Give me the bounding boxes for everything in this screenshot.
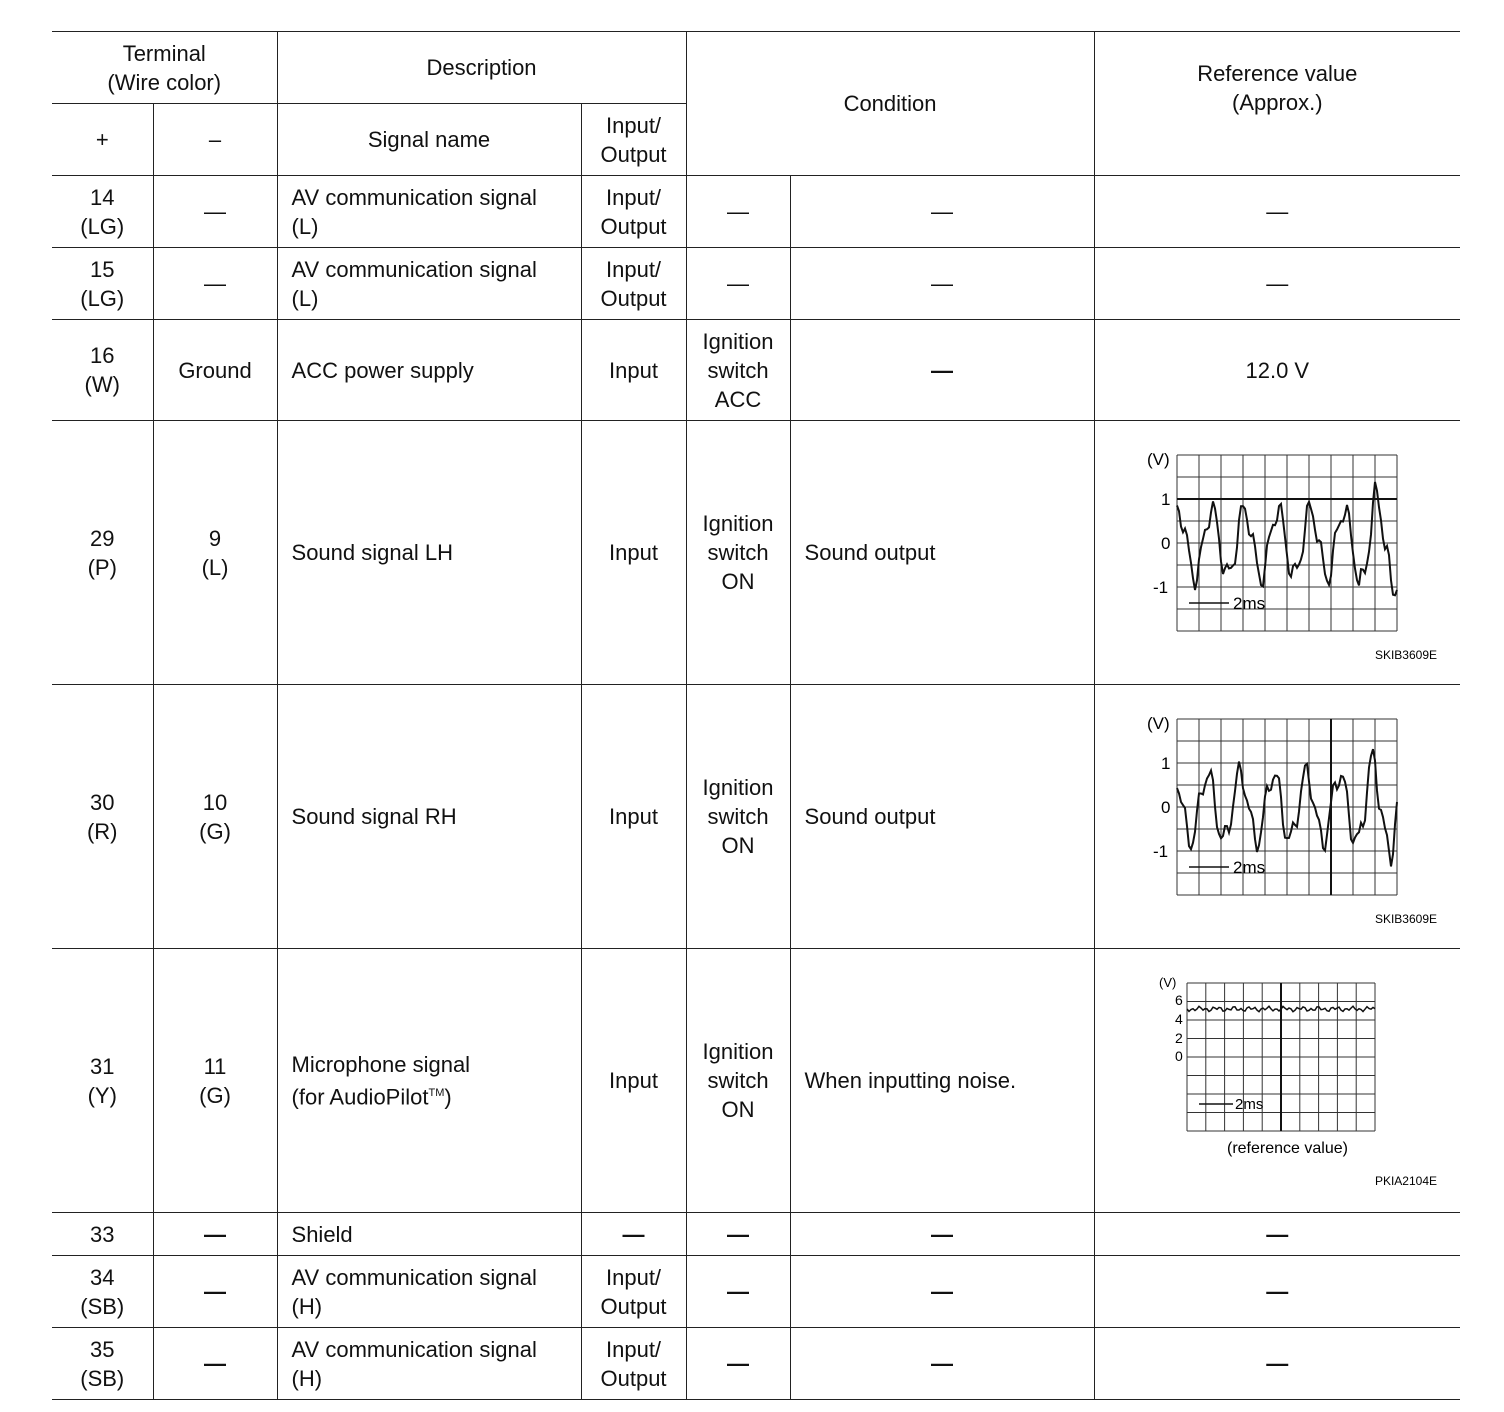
waveform-grid (1177, 455, 1397, 631)
signal-name: Sound signal RH (277, 685, 581, 949)
input-output: Input (581, 421, 686, 685)
input-output: — (581, 1213, 686, 1256)
input-output: Input (581, 320, 686, 421)
figure-code: SKIB3609E (1375, 911, 1438, 926)
waveform-tick: 0 (1175, 1047, 1184, 1064)
waveform-tick: 4 (1175, 1010, 1184, 1027)
figure-code: SKIB3609E (1375, 647, 1438, 662)
waveform-tick: 6 (1175, 991, 1184, 1008)
header-reference-value: Reference value (Approx.) (1094, 32, 1460, 176)
signal-name: Microphone signal (for AudioPilot™) (277, 949, 581, 1213)
signal-name: Sound signal LH (277, 421, 581, 685)
reference-waveform (1094, 421, 1460, 685)
condition-detail: Sound output (790, 685, 1094, 949)
waveform-tick: 0 (1161, 797, 1171, 817)
header-signal-name: Signal name (277, 104, 581, 176)
plus-terminal: 30 (R) (52, 685, 153, 949)
reference-value: — (1094, 176, 1460, 248)
signal-name: AV communication signal (H) (277, 1256, 581, 1328)
condition-detail: — (790, 176, 1094, 248)
condition-switch: — (686, 1328, 790, 1400)
condition-switch: — (686, 248, 790, 320)
condition-detail: Sound output (790, 421, 1094, 685)
minus-terminal: — (153, 176, 277, 248)
condition-detail: — (790, 320, 1094, 421)
waveform-tick: 1 (1161, 753, 1171, 773)
header-minus: – (153, 104, 277, 176)
waveform-y-unit: (V) (1147, 449, 1170, 469)
minus-terminal: 11 (G) (153, 949, 277, 1213)
waveform-time-label: 2ms (1235, 1095, 1264, 1113)
plus-terminal: 14 (LG) (52, 176, 153, 248)
signal-name: AV communication signal (L) (277, 248, 581, 320)
waveform-time-label: 2ms (1233, 593, 1266, 613)
table-row (52, 248, 1460, 320)
table-row (52, 421, 1460, 685)
plus-terminal: 29 (P) (52, 421, 153, 685)
signal-name: AV communication signal (H) (277, 1328, 581, 1400)
input-output: Input/ Output (581, 1256, 686, 1328)
waveform-time-label: 2ms (1233, 857, 1266, 877)
signal-name: AV communication signal (L) (277, 176, 581, 248)
table-row (52, 1256, 1460, 1328)
header-plus: + (52, 104, 153, 176)
header-input-output: Input/ Output (581, 104, 686, 176)
table-row (52, 176, 1460, 248)
condition-detail: — (790, 1328, 1094, 1400)
plus-terminal: 16 (W) (52, 320, 153, 421)
input-output: Input (581, 685, 686, 949)
waveform-tick: 2 (1175, 1029, 1184, 1046)
plus-terminal: 15 (LG) (52, 248, 153, 320)
reference-value: — (1094, 1328, 1460, 1400)
figure-code: PKIA2104E (1375, 1173, 1438, 1188)
plus-terminal: 33 (52, 1213, 153, 1256)
minus-terminal: — (153, 1328, 277, 1400)
signal-name: ACC power supply (277, 320, 581, 421)
minus-terminal: 10 (G) (153, 685, 277, 949)
waveform-lh (1117, 443, 1437, 663)
reference-value: — (1094, 1256, 1460, 1328)
condition-detail: — (790, 248, 1094, 320)
condition-switch: — (686, 1213, 790, 1256)
plus-terminal: 35 (SB) (52, 1328, 153, 1400)
signal-name: Shield (277, 1213, 581, 1256)
plus-terminal: 34 (SB) (52, 1256, 153, 1328)
reference-waveform (1094, 949, 1460, 1213)
table-row (52, 685, 1460, 949)
header-description: Description (277, 32, 686, 104)
condition-detail: — (790, 1256, 1094, 1328)
table-row (52, 1328, 1460, 1400)
input-output: Input/ Output (581, 1328, 686, 1400)
waveform-rh (1117, 707, 1437, 927)
minus-terminal: — (153, 248, 277, 320)
waveform-tick: 1 (1161, 489, 1171, 509)
trademark-mark: TM (428, 1086, 445, 1099)
table-row (52, 1213, 1460, 1256)
input-output: Input/ Output (581, 176, 686, 248)
waveform-tick: -1 (1153, 841, 1169, 861)
waveform-tick: 0 (1161, 533, 1171, 553)
condition-switch: Ignition switch ON (686, 685, 790, 949)
waveform-y-unit: (V) (1147, 713, 1170, 733)
waveform-tick: -1 (1153, 577, 1169, 597)
waveform-grid (1177, 719, 1397, 895)
condition-switch: Ignition switch ON (686, 421, 790, 685)
table-row (52, 949, 1460, 1213)
condition-detail: — (790, 1213, 1094, 1256)
minus-terminal: Ground (153, 320, 277, 421)
minus-terminal: — (153, 1213, 277, 1256)
input-output: Input/ Output (581, 248, 686, 320)
table-row (52, 320, 1460, 421)
header-condition: Condition (686, 32, 1094, 176)
condition-switch: — (686, 1256, 790, 1328)
reference-waveform (1094, 685, 1460, 949)
reference-value: 12.0 V (1094, 320, 1460, 421)
minus-terminal: 9 (L) (153, 421, 277, 685)
waveform-y-unit: (V) (1159, 974, 1177, 990)
condition-switch: — (686, 176, 790, 248)
terminal-spec-table (52, 31, 1460, 1400)
condition-detail: When inputting noise. (790, 949, 1094, 1213)
reference-value: — (1094, 248, 1460, 320)
plus-terminal: 31 (Y) (52, 949, 153, 1213)
waveform-mic (1117, 971, 1437, 1191)
condition-switch: Ignition switch ACC (686, 320, 790, 421)
input-output: Input (581, 949, 686, 1213)
minus-terminal: — (153, 1256, 277, 1328)
condition-switch: Ignition switch ON (686, 949, 790, 1213)
reference-value: — (1094, 1213, 1460, 1256)
reference-note: (reference value) (1227, 1139, 1349, 1157)
header-terminal: Terminal (Wire color) (52, 32, 277, 104)
